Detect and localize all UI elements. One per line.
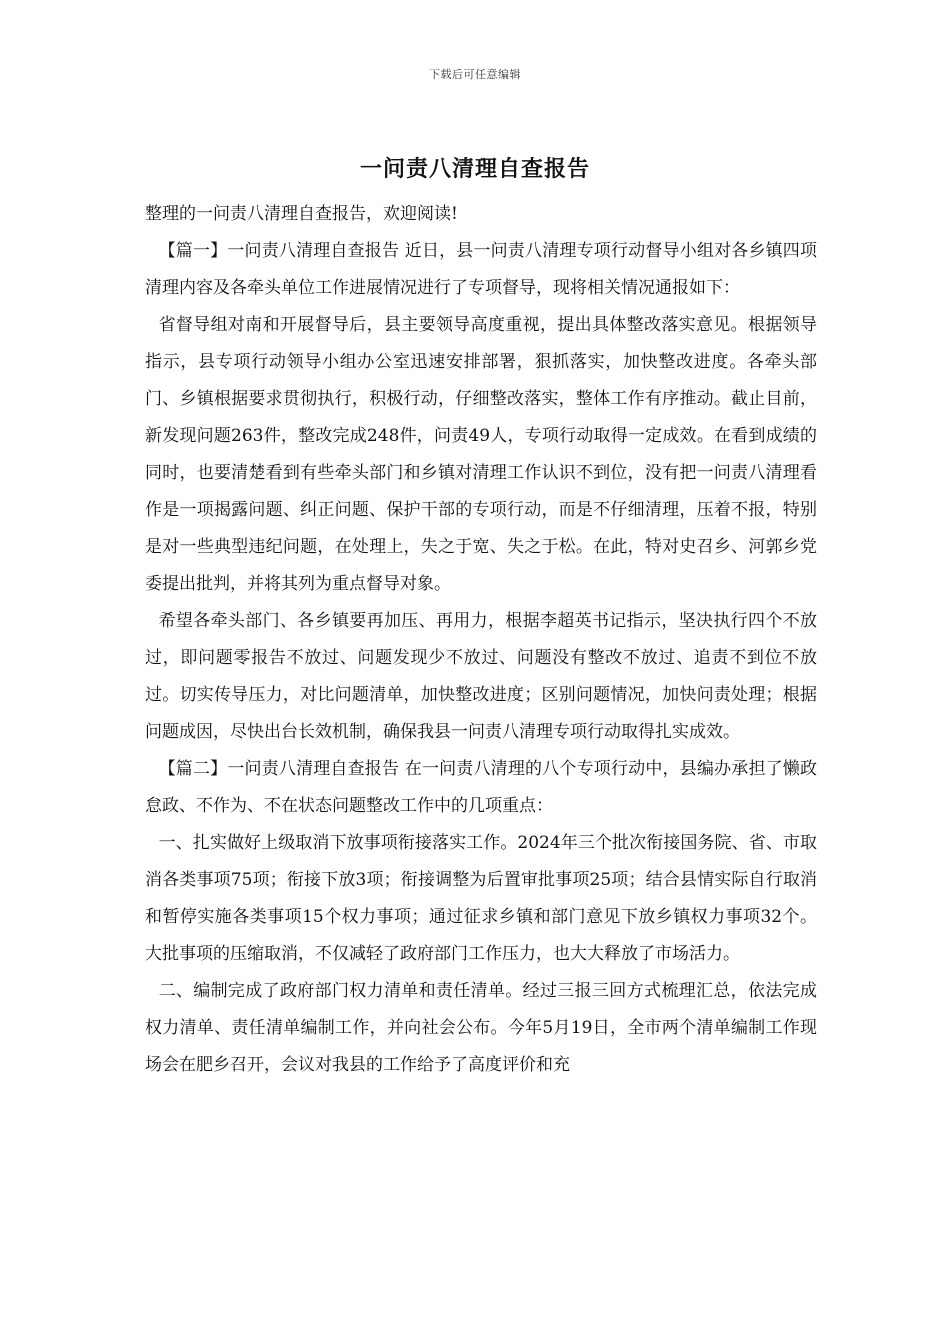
body-paragraph: 省督导组对南和开展督导后，县主要领导高度重视，提出具体整改落实意见。根据领导指示，县专项行动领导小组办公室迅速安排部署，狠抓落实，加快整改进度。各牵头部门、乡镇根据要求贯彻执行，积极行动，仔细整改落实，整体工作有序推动。截止目前，新发现问题263件，整改完成248件，问责49人，专项行动取得一定成效。在看到成绩的同时，也要清楚看到有些牵头部门和乡镇对清理工作认识不到位，没有把一问责八清理看作是一项揭露问题、纠正问题、保护干部的专项行动，而是不仔细清理，压着不报，特别是对一些典型违纪问题，在处理上，失之于宽、失之于松。在此，特对史召乡、河郭乡党委提出批判，并将其列为重点督导对象。 (145, 315, 817, 594)
header-note: 下载后可任意编辑 (429, 68, 521, 81)
body-paragraph: 二、编制完成了政府部门权力清单和责任清单。经过三报三回方式梳理汇总，依法完成权力清单、责任清单编制工作，并向社会公布。今年5月19日，全市两个清单编制工作现场会在肥乡召开，会议对我县的工作给予了高度评价和充 (145, 981, 817, 1075)
section-one-paragraph: 【篇一】一问责八清理自查报告 近日，县一问责八清理专项行动督导小组对各乡镇四项清理内容及各牵头单位工作进展情况进行了专项督导，现将相关情况通报如下： (145, 241, 817, 298)
intro-paragraph: 整理的一问责八清理自查报告，欢迎阅读! (145, 204, 458, 224)
document-body (145, 196, 817, 1084)
section-two-paragraph: 【篇二】一问责八清理自查报告 在一问责八清理的八个专项行动中，县编办承担了懒政怠政、不作为、不在状态问题整改工作中的几项重点： (145, 759, 817, 816)
document-title: 一问责八清理自查报告 (359, 156, 590, 182)
body-paragraph: 希望各牵头部门、各乡镇要再加压、再用力，根据李超英书记指示，坚决执行四个不放过，即问题零报告不放过、问题发现少不放过、问题没有整改不放过、追责不到位不放过。切实传导压力，对比问题清单，加快整改进度；区别问题情况，加快问责处理；根据问题成因，尽快出台长效机制，确保我县一问责八清理专项行动取得扎实成效。 (145, 611, 817, 742)
body-paragraph: 一、扎实做好上级取消下放事项衔接落实工作。2024年三个批次衔接国务院、省、市取消各类事项75项；衔接下放3项；衔接调整为后置审批事项25项；结合县情实际自行取消和暂停实施各类事项15个权力事项；通过征求乡镇和部门意见下放乡镇权力事项32个。大批事项的压缩取消，不仅减轻了政府部门工作压力，也大大释放了市场活力。 (145, 833, 817, 964)
